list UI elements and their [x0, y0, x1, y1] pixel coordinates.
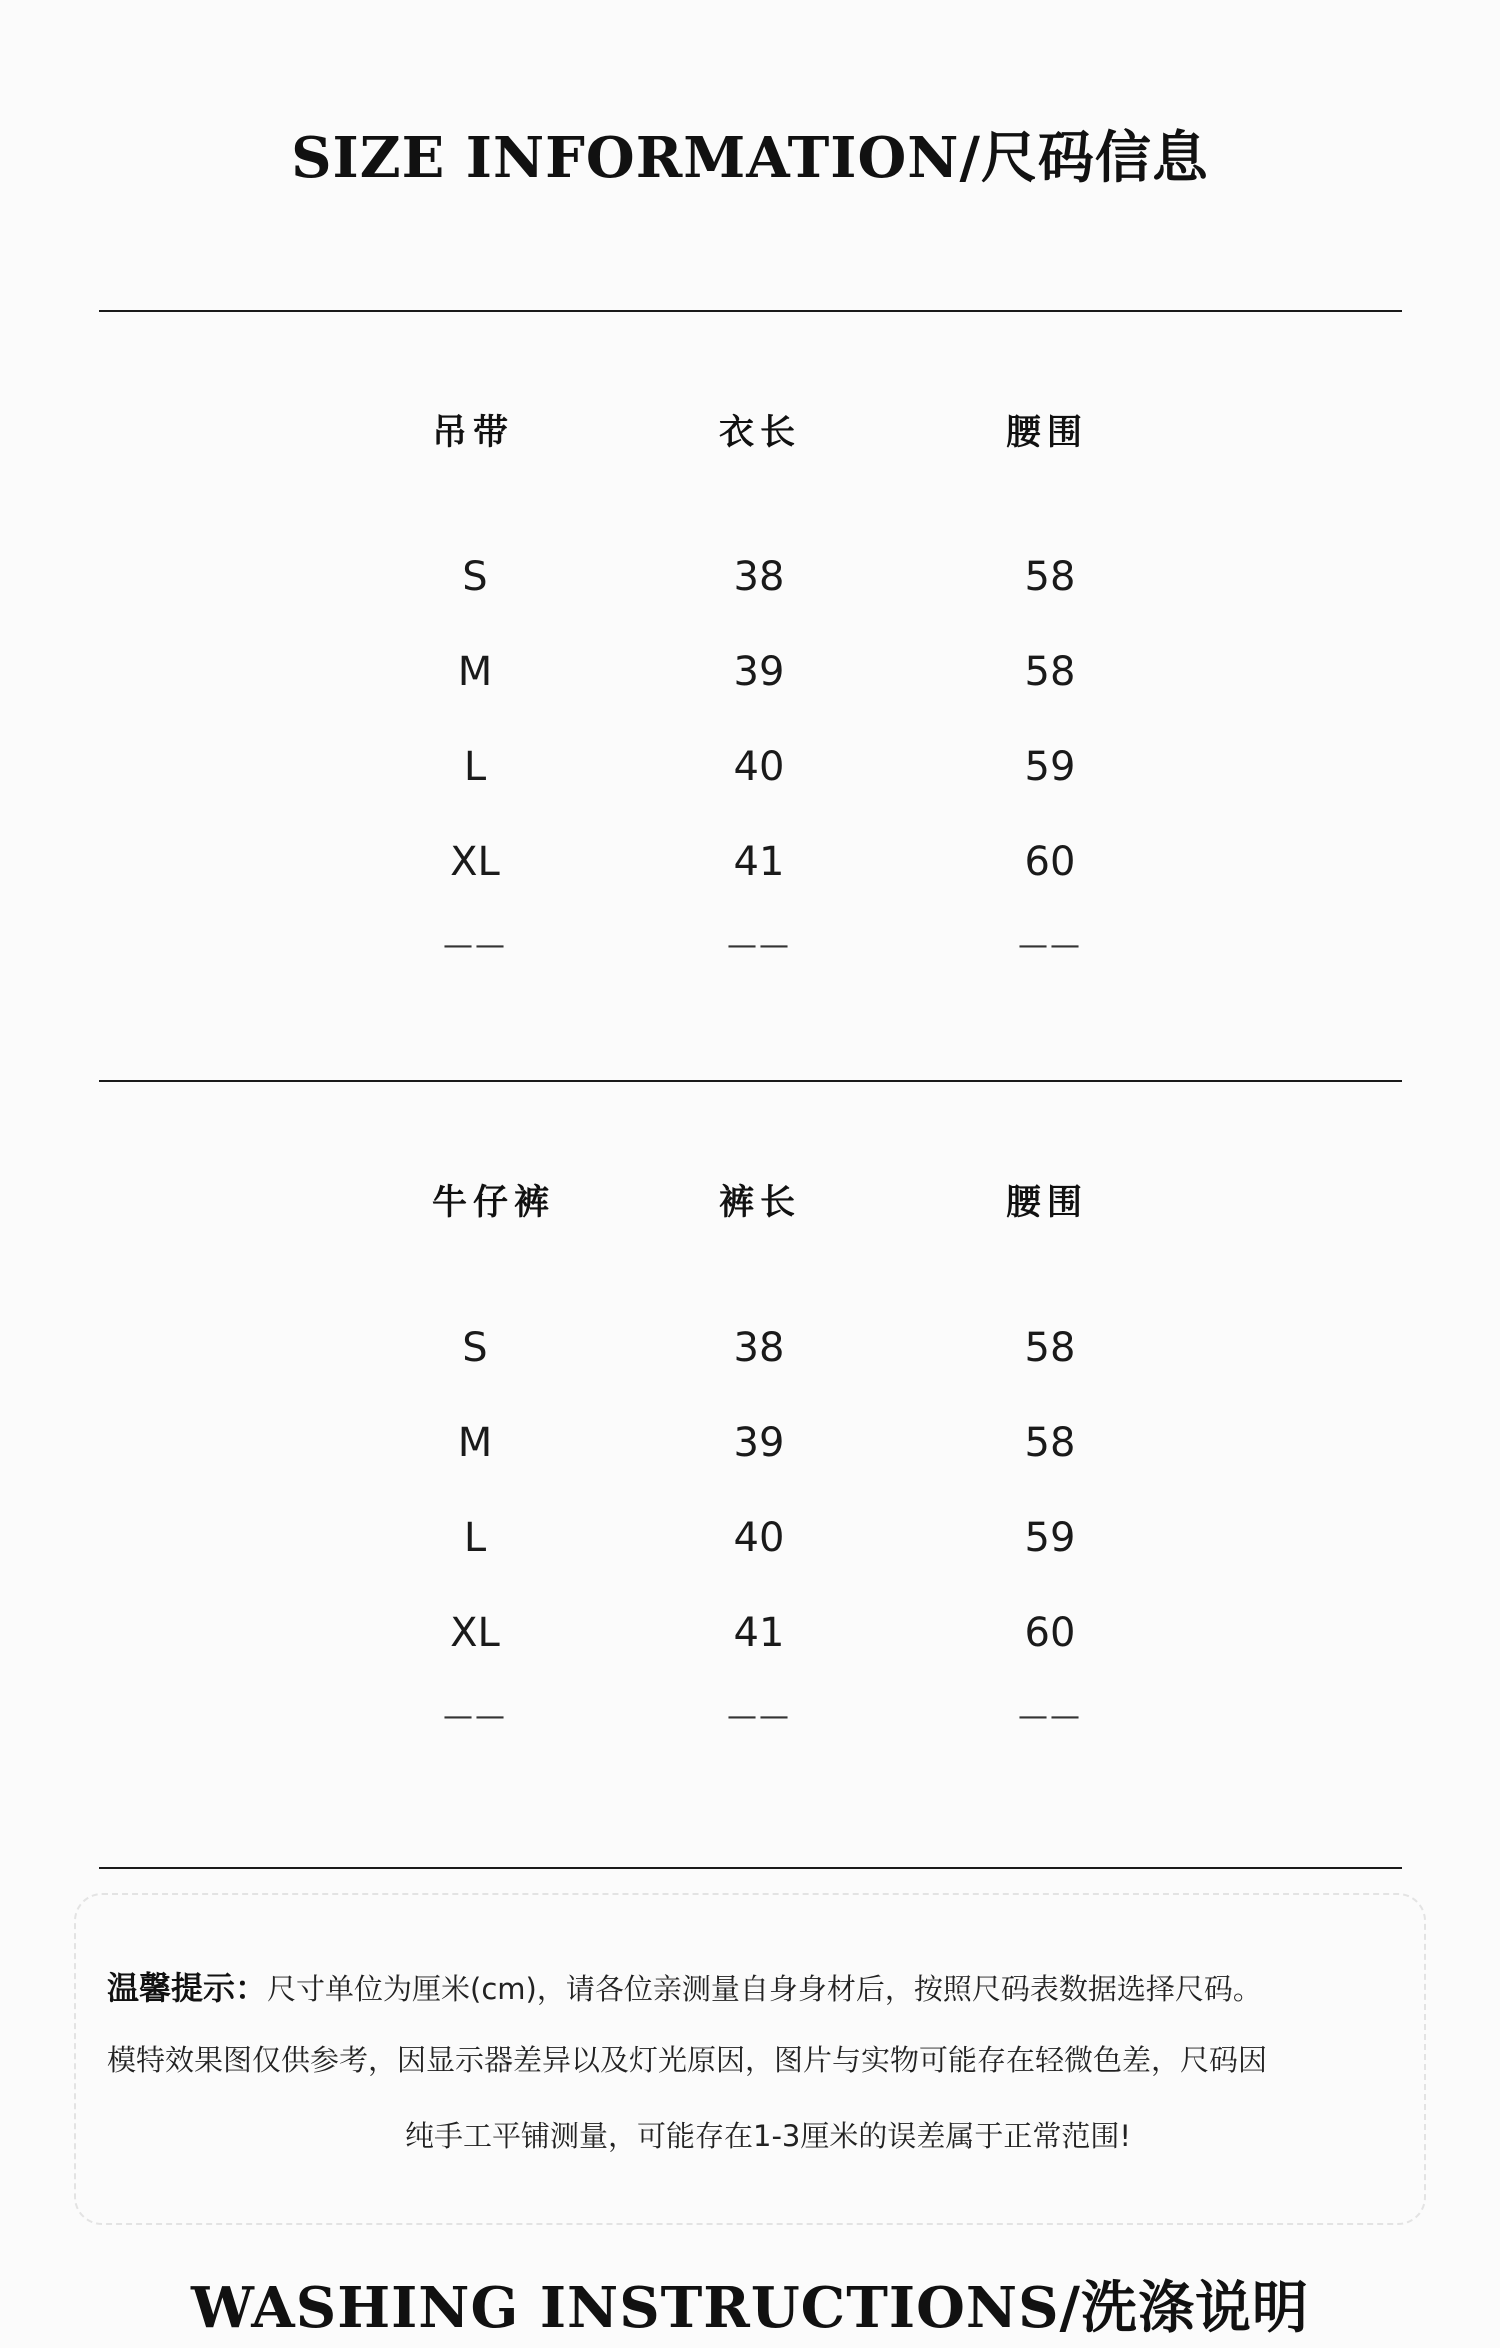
table-cell-waist: 60: [1024, 839, 1076, 885]
placeholder-dash: ——: [727, 928, 791, 963]
column-header-waist: 腰围: [1006, 413, 1089, 453]
table-cell-length: 41: [733, 839, 785, 885]
table-cell-length: 38: [733, 554, 785, 600]
placeholder-dash: ——: [1018, 1699, 1082, 1734]
table-cell-waist: 58: [1024, 649, 1076, 695]
table-cell-size: XL: [450, 1610, 500, 1656]
placeholder-dash: ——: [443, 928, 507, 963]
column-header-item: 吊带: [432, 413, 515, 453]
notice-line-3: 纯手工平铺测量，可能存在1-3厘米的误差属于正常范围!: [405, 2119, 1131, 2153]
table-cell-size: M: [457, 1420, 493, 1466]
table-cell-length: 41: [733, 1610, 785, 1656]
divider-top: [99, 310, 1402, 312]
column-header-length: 衣长: [719, 413, 802, 453]
table-cell-size: S: [462, 1325, 488, 1371]
table-cell-waist: 58: [1024, 1420, 1076, 1466]
table-cell-waist: 60: [1024, 1610, 1076, 1656]
table-cell-size: M: [457, 649, 493, 695]
table-cell-size: L: [463, 744, 487, 790]
divider-middle: [99, 1080, 1402, 1082]
placeholder-dash: ——: [1018, 928, 1082, 963]
table-cell-waist: 58: [1024, 554, 1076, 600]
table-cell-size: S: [462, 554, 488, 600]
table-cell-size: L: [463, 1515, 487, 1561]
column-header-item: 牛仔裤: [432, 1183, 556, 1223]
notice-line-1: [107, 1966, 1262, 2011]
notice-text-1: 尺寸单位为厘米(cm)，请各位亲测量自身身材后，按照尺码表数据选择尺码。: [267, 1972, 1262, 2006]
table-cell-waist: 59: [1024, 744, 1076, 790]
column-header-length: 裤长: [719, 1183, 802, 1223]
notice-line-2: 模特效果图仅供参考，因显示器差异以及灯光原因，图片与实物可能存在轻微色差，尺码因: [107, 2043, 1268, 2077]
table-cell-length: 39: [733, 649, 785, 695]
table-cell-length: 39: [733, 1420, 785, 1466]
table-cell-waist: 59: [1024, 1515, 1076, 1561]
table-cell-length: 40: [733, 1515, 785, 1561]
placeholder-dash: ——: [443, 1699, 507, 1734]
placeholder-dash: ——: [727, 1699, 791, 1734]
table-cell-waist: 58: [1024, 1325, 1076, 1371]
column-header-waist: 腰围: [1006, 1183, 1089, 1223]
table-cell-length: 38: [733, 1325, 785, 1371]
page-title: SIZE INFORMATION/尺码信息: [291, 125, 1209, 191]
table-cell-length: 40: [733, 744, 785, 790]
notice-label: 温馨提示：: [107, 1969, 268, 2007]
divider-bottom: [99, 1867, 1402, 1869]
table-cell-size: XL: [450, 839, 500, 885]
washing-instructions-title: WASHING INSTRUCTIONS/洗涤说明: [191, 2275, 1309, 2341]
